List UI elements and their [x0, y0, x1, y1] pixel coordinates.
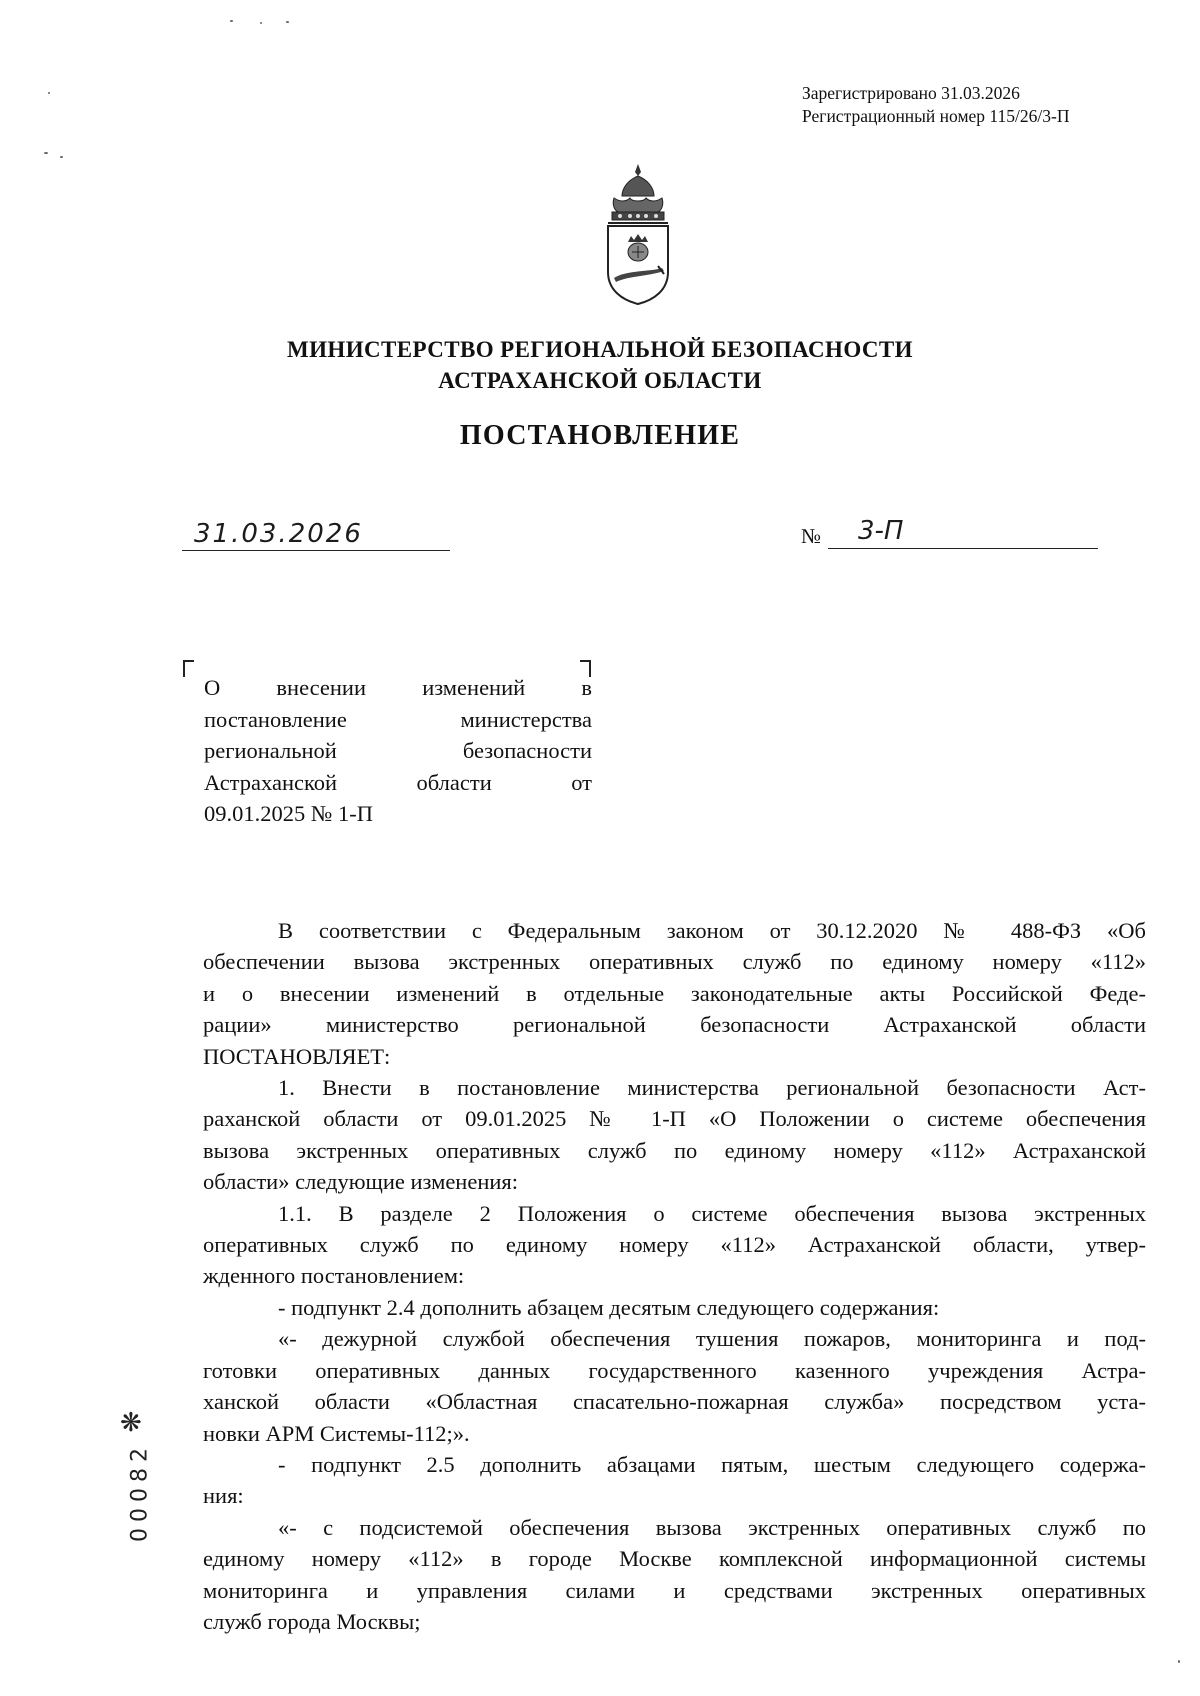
body-line: новки АРМ Системы-112;».	[203, 1420, 470, 1446]
registration-number: Регистрационный номер 115/26/3-П	[802, 106, 1070, 126]
body-line: 1.1. В разделе 2 Положения о системе обеспечения вызова экстренных	[278, 1200, 1146, 1226]
subject-line: Астраханской области от	[204, 769, 592, 795]
ministry-line-2: АСТРАХАНСКОЙ ОБЛАСТИ	[438, 368, 762, 393]
body-line: В соответствии с Федеральным законом от 30.12.2020 № 488-ФЗ «Об	[278, 918, 1146, 943]
body-line: 1. Внести в постановление министерства региональной безопасности Аст-	[278, 1075, 1146, 1101]
body-line: ханской области «Областная спасательно-пожарная служба» посредством уста-	[203, 1389, 1146, 1415]
registration-stamp	[802, 82, 1069, 128]
registration-date: Зарегистрировано 31.03.2026	[802, 83, 1020, 103]
scan-speck	[48, 92, 50, 94]
body-line: ПОСТАНОВЛЯЕТ:	[203, 1043, 391, 1069]
body-line: «- с подсистемой обеспечения вызова экстренных оперативных служб по	[278, 1514, 1146, 1540]
document-subject	[204, 672, 592, 830]
side-serial-number: 00082	[127, 1442, 153, 1542]
subject-line: 09.01.2025 № 1-П	[204, 801, 373, 826]
subject-left-bracket	[182, 659, 196, 677]
body-line: вызова экстренных оперативных служб по единому номеру «112» Астраханской	[203, 1137, 1146, 1163]
body-line: рации» министерство региональной безопасности Астраханской области	[203, 1012, 1146, 1038]
ministry-line-1: МИНИСТЕРСТВО РЕГИОНАЛЬНОЙ БЕЗОПАСНОСТИ	[287, 337, 913, 362]
body-line: области» следующие изменения:	[203, 1169, 519, 1195]
body-line: обеспечении вызова экстренных оперативных служб по единому номеру «112»	[203, 949, 1146, 975]
document-number-label: №	[801, 524, 822, 548]
scan-speck	[260, 22, 262, 24]
body-line: жденного постановлением:	[203, 1263, 465, 1289]
body-line: и о внесении изменений в отдельные законодательные акты Российской Феде-	[203, 980, 1146, 1006]
subject-line: постановление министерства	[204, 706, 592, 732]
document-body	[203, 915, 1146, 1637]
scan-speck	[286, 21, 289, 23]
scan-speck	[230, 20, 233, 22]
subject-line: региональной безопасности	[204, 738, 592, 763]
body-line: - подпункт 2.4 дополнить абзацем десятым следующего содержания:	[278, 1294, 940, 1320]
body-line: - подпункт 2.5 дополнить абзацами пятым, шестым следующего содержа-	[278, 1451, 1146, 1477]
body-line: мониторинга и управления силами и средствами экстренных оперативных	[203, 1577, 1146, 1603]
scan-speck	[1178, 1660, 1180, 1663]
ministry-name	[0, 334, 1200, 396]
document-type-title: ПОСТАНОВЛЕНИЕ	[459, 420, 741, 451]
body-line: оперативных служб по единому номеру «112» Астраханской области, утвер-	[203, 1232, 1146, 1258]
subject-line: О внесении изменений в	[204, 675, 592, 700]
body-line: готовки оперативных данных государственного казенного учреждения Астра-	[203, 1357, 1146, 1383]
document-date-field: 31.03.2026	[182, 518, 450, 551]
body-line: единому номеру «112» в городе Москве комплексной информационной системы	[203, 1546, 1146, 1572]
body-line: ния:	[203, 1483, 244, 1509]
astrakhan-coat-of-arms-icon	[598, 162, 678, 312]
body-line: раханской области от 09.01.2025 № 1-П «О Положении о системе обеспечения	[203, 1106, 1146, 1132]
scan-speck	[44, 152, 48, 154]
document-number-field: 3-П	[828, 514, 1098, 549]
body-line: «- дежурной службой обеспечения тушения пожаров, мониторинга и под-	[278, 1326, 1146, 1352]
body-line: служб города Москвы;	[203, 1608, 421, 1634]
scan-speck	[60, 156, 63, 158]
asterisk-icon: ❋	[120, 1408, 142, 1438]
